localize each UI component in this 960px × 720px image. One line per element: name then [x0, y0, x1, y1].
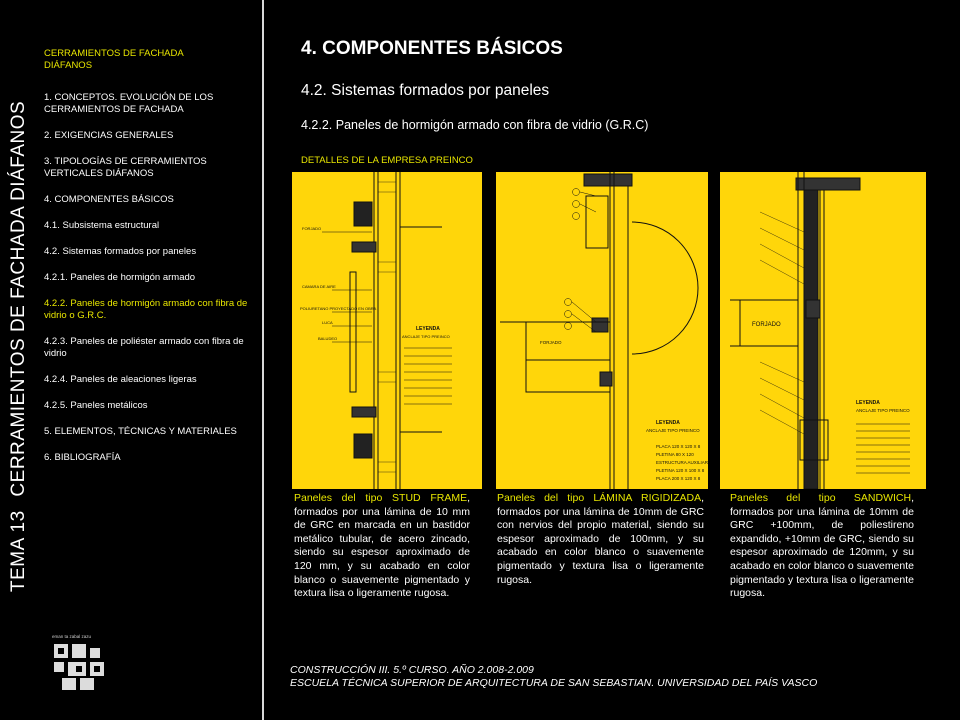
nav-item-exigencias[interactable]: 2. EXIGENCIAS GENERALES [44, 130, 174, 141]
nav-item-grc[interactable]: 4.2.2. Paneles de hormigón armado con fibra de vidrio o G.R.C. [44, 298, 248, 321]
desc-lamina-rigidizada [497, 492, 704, 587]
tema-label: TEMA 13 [8, 510, 29, 592]
lamina-rigidizada-drawing [496, 172, 708, 489]
label-baludeo: BALUDEO [318, 336, 338, 341]
footer-school: ESCUELA TÉCNICA SUPERIOR DE ARQUITECTURA DE SAN SEBASTIAN. UNIVERSIDAD DEL PAÍS VASCO [290, 677, 818, 689]
nav-item-aleaciones[interactable]: 4.2.4. Paneles de aleaciones ligeras [44, 374, 197, 385]
label-camara-aire: CAMARA DE AIRE [302, 284, 336, 289]
nav-list [44, 92, 260, 464]
nav-item-metalicos[interactable]: 4.2.5. Paneles metálicos [44, 400, 148, 411]
desc-highlight: SANDWICH [853, 492, 912, 504]
label-anclaje: ANCLAJE TIPO PREINCO [856, 408, 910, 413]
university-logo [50, 632, 120, 692]
label-luca: LUCA [322, 320, 333, 325]
label-leyenda: LEYENDA [856, 400, 880, 406]
label-leyenda: LEYENDA [416, 326, 440, 332]
label-forjado: FORJADO [302, 226, 322, 231]
nav-item-tipologias[interactable]: 3. TIPOLOGÍAS DE CERRAMIENTOS VERTICALES DIÁFANOS [44, 156, 207, 179]
desc-prefix: Paneles del tipo [730, 492, 854, 504]
nav-item-hormigon-armado[interactable]: 4.2.1. Paneles de hormigón armado [44, 272, 196, 283]
nav-heading: CERRAMIENTOS DE FACHADA DIÁFANOS [44, 48, 184, 71]
nav-item-conceptos[interactable]: 1. CONCEPTOS. EVOLUCIÓN DE LOS CERRAMIENTOS DE FACHADA [44, 92, 214, 115]
desc-text: , formados por una lámina de 10mm de GRC con nervios del propio material, siendo su espesor aproximado de 100mm, y su acabado en color blanco o suavemente pigmentado y textura lisa o ligeramente rugosa. [497, 492, 704, 586]
drawing-sandwich [720, 172, 926, 489]
detail-label: DETALLES DE LA EMPRESA PREINCO [301, 155, 473, 166]
legend-item-3: ESTRUCTURA AUXILIAR [656, 460, 708, 465]
logo-caption: eman ta zabal zazu [52, 634, 92, 639]
section-title: 4.2. Sistemas formados por paneles [301, 82, 550, 99]
stud-frame-drawing [292, 172, 482, 489]
label-anclaje: ANCLAJE TIPO PREINCO [402, 334, 450, 339]
vertical-title [8, 93, 30, 592]
sidebar-nav [44, 48, 260, 478]
legend-item-4: PLETINA 120 X 100 X 8 [656, 468, 705, 473]
drawing-lamina-rigidizada [496, 172, 708, 489]
desc-prefix: Paneles del tipo [497, 492, 594, 504]
legend-item-5: PLACA 200 X 120 X 8 [656, 476, 701, 481]
label-anclaje: ANCLAJE TIPO PREINCO [646, 428, 700, 433]
nav-item-elementos[interactable]: 5. ELEMENTOS, TÉCNICAS Y MATERIALES [44, 426, 237, 437]
tema-title: CERRAMIENTOS DE FACHADA DIÁFANOS [8, 100, 29, 497]
sandwich-drawing [720, 172, 926, 489]
footer-course: CONSTRUCCIÓN III. 5.º CURSO. AÑO 2.008-2.009 [290, 664, 534, 676]
label-forjado: FORJADO [752, 322, 781, 328]
vertical-divider [262, 0, 264, 720]
label-forjado: FORJADO [540, 340, 562, 345]
nav-item-bibliografia[interactable]: 6. BIBLIOGRAFÍA [44, 452, 121, 463]
desc-stud-frame [294, 492, 470, 601]
label-poliuretano: POLIURETANO PROYECTADO EN OBRA [300, 306, 377, 311]
upv-ehu-logo-icon [50, 632, 120, 692]
subsection-title: 4.2.2. Paneles de hormigón armado con fibra de vidrio (G.R.C) [301, 118, 649, 132]
footer [290, 664, 817, 690]
desc-text: , formados por una lámina de 10 mm de GRC en marcada en un bastidor metálico tubular, de acero zincado, siendo su espesor aproximado de 120 mm, y su acabado en color blanco o suavemente pigmentado y textura lisa o ligeramente rugosa. [294, 492, 470, 600]
nav-item-sistemas-paneles[interactable]: 4.2. Sistemas formados por paneles [44, 246, 197, 257]
desc-highlight: STUD FRAME [392, 492, 468, 504]
legend-item-1: PLACA 120 X 120 X 8 [656, 444, 701, 449]
nav-item-componentes[interactable]: 4. COMPONENTES BÁSICOS [44, 194, 174, 205]
drawing-stud-frame [292, 172, 482, 489]
legend-item-2: PLETINA 80 X 120 [656, 452, 694, 457]
desc-text: , formados por una lámina de 10mm de GRC +100mm, de poliestireno expandido, +10mm de GRC, siendo su espesor aproximado de 120mm, y su acabado en color blanco o suavemente pigmentado y textura lisa o ligeramente rugosa. [730, 492, 914, 600]
nav-item-subsistema[interactable]: 4.1. Subsistema estructural [44, 220, 160, 231]
nav-item-poliester[interactable]: 4.2.3. Paneles de poliéster armado con fibra de vidrio [44, 336, 244, 359]
desc-prefix: Paneles del tipo [294, 492, 393, 504]
desc-highlight: LÁMINA RIGIDIZADA [593, 492, 702, 504]
desc-sandwich [730, 492, 914, 601]
label-leyenda: LEYENDA [656, 420, 680, 426]
page-title: 4. COMPONENTES BÁSICOS [301, 38, 563, 59]
